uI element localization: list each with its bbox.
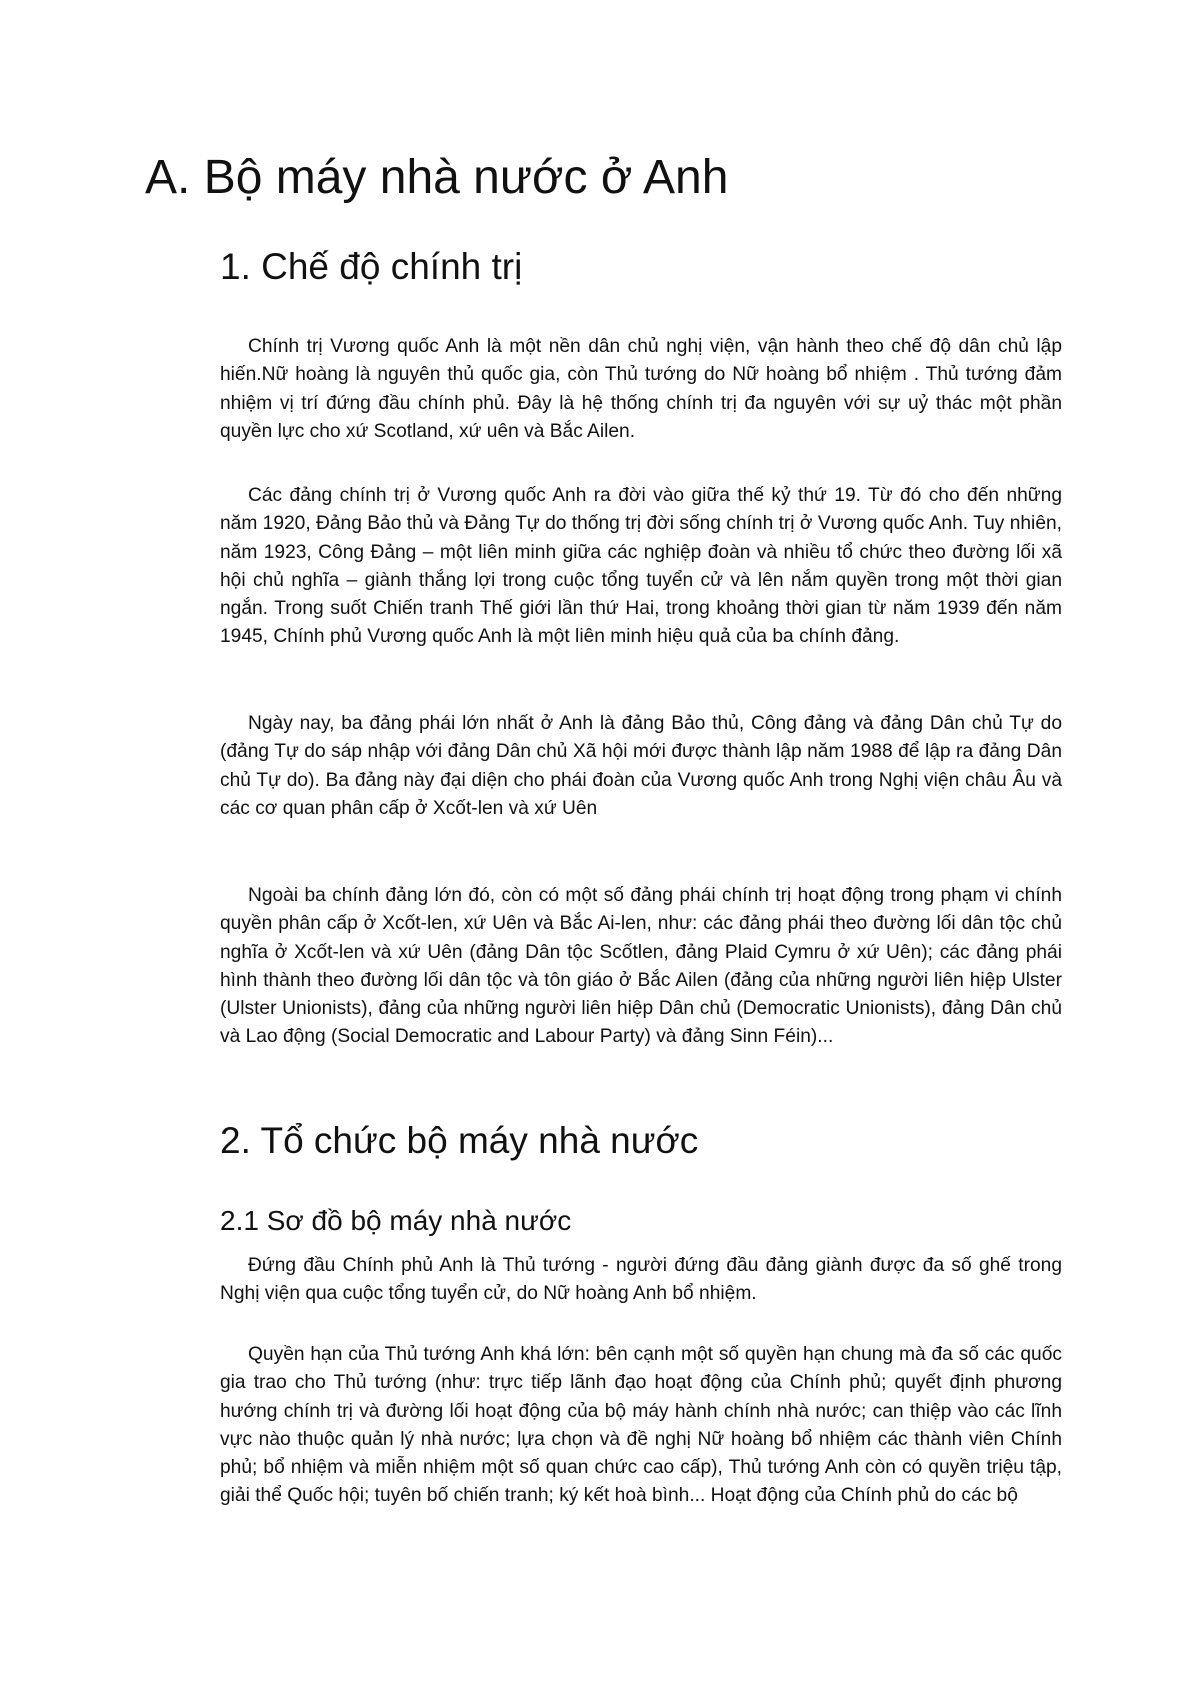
section-1-paragraph-1: Chính trị Vương quốc Anh là một nền dân chủ nghị viện, vận hành theo chế độ dân chủ lập hiến.Nữ hoàng là nguyên thủ quốc gia, còn Thủ tướng do Nữ hoàng bổ nhiệm . Thủ tướng đảm nhiệm vị trí đứng đầu chính phủ. Đây là hệ thống chính trị đa nguyên với sự uỷ thác một phần quyền lực cho xứ Scotland, xứ uên và Bắc Ailen. xyxy=(220,336,1062,442)
section-1-paragraph-4: Ngoài ba chính đảng lớn đó, còn có một số đảng phái chính trị hoạt động trong phạm vi chính quyền phân cấp ở Xcốt-len, xứ Uên và Bắc Ai-len, như: các đảng phái theo đường lối dân tộc chủ nghĩa ở Xcốt-len và xứ Uên (đảng Dân tộc Scốtlen, đảng Plaid Cymru ở xứ Uên); các đảng phái hình thành theo đường lối dân tộc và tôn giáo ở Bắc Ailen (đảng của những người liên hiệp Ulster (Ulster Unionists), đảng của những người liên hiệp Dân chủ (Democratic Unionists), đảng Dân chủ và Lao động (Social Democratic and Labour Party) và đảng Sinn Féin)... xyxy=(220,885,1062,1048)
section-2-heading: 2. Tổ chức bộ máy nhà nước xyxy=(220,1120,699,1161)
section-1-paragraph-2: Các đảng chính trị ở Vương quốc Anh ra đời vào giữa thế kỷ thứ 19. Từ đó cho đến những năm 1920, Đảng Bảo thủ và Đảng Tự do thống trị đời sống chính trị ở Vương quốc Anh. Tuy nhiên, năm 1923, Công Đảng – một liên minh giữa các nghiệp đoàn và nhiều tổ chức theo đường lối xã hội chủ nghĩa – giành thắng lợi trong cuộc tổng tuyển cử và lên nắm quyền trong một thời gian ngắn. Trong suốt Chiến tranh Thế giới lần thứ Hai, trong khoảng thời gian từ năm 1939 đến năm 1945, Chính phủ Vương quốc Anh là một liên minh hiệu quả của ba chính đảng. xyxy=(220,485,1062,648)
subsection-2-1-paragraph-1: Đứng đầu Chính phủ Anh là Thủ tướng - người đứng đầu đảng giành được đa số ghế trong Nghị viện qua cuộc tổng tuyển cử, do Nữ hoàng Anh bổ nhiệm. xyxy=(220,1255,1062,1305)
section-1-heading: 1. Chế độ chính trị xyxy=(220,246,523,287)
subsection-2-1-paragraph-2: Quyền hạn của Thủ tướng Anh khá lớn: bên cạnh một số quyền hạn chung mà đa số các quốc gia trao cho Thủ tướng (như: trực tiếp lãnh đạo hoạt động của Chính phủ; quyết định phương hướng chính trị và đường lối hoạt động của bộ máy hành chính nhà nước; can thiệp vào các lĩnh vực nào thuộc quản lý nhà nước; lựa chọn và đề nghị Nữ hoàng bổ nhiệm các thành viên Chính phủ; bổ nhiệm và miễn nhiệm một số quan chức cao cấp), Thủ tướng Anh còn có quyền triệu tập, giải thể Quốc hội; tuyên bố chiến tranh; ký kết hoà bình... Hoạt động của Chính phủ do các bộ xyxy=(220,1344,1062,1507)
section-1-paragraph-3: Ngày nay, ba đảng phái lớn nhất ở Anh là đảng Bảo thủ, Công đảng và đảng Dân chủ Tự do (đảng Tự do sáp nhập với đảng Dân chủ Xã hội mới được thành lập năm 1988 để lập ra đảng Dân chủ Tự do). Ba đảng này đại diện cho phái đoàn của Vương quốc Anh trong Nghị viện châu Âu và các cơ quan phân cấp ở Xcốt-len và xứ Uên xyxy=(220,713,1062,819)
subsection-2-1-heading: 2.1 Sơ đồ bộ máy nhà nước xyxy=(220,1205,572,1236)
document-title: A. Bộ máy nhà nước ở Anh xyxy=(145,151,729,204)
